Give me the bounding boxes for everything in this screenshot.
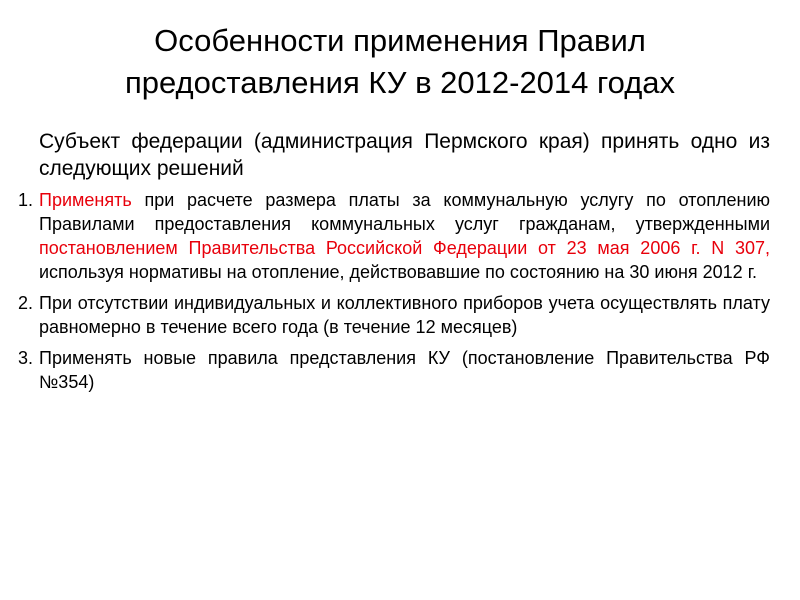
- highlight-resolution-link: постановлением Правительства Российской Федерации от 23 мая 2006 г. N 307,: [39, 238, 770, 258]
- item-number: 1.: [18, 190, 34, 210]
- intro-text: [18, 128, 770, 182]
- decision-list: [18, 188, 770, 394]
- slide-title: [40, 20, 760, 104]
- slide-title-line-1: Особенности применения Правил: [154, 23, 646, 58]
- item-text: при расчете размера платы за коммунальную услугу по отоплению Правилами предоставления коммунальных услуг гражданам, утвержденными: [39, 190, 770, 234]
- item-text: используя нормативы на отопление, действовавшие по состоянию на 30 июня 2012 г.: [39, 262, 758, 282]
- item-number: 2.: [18, 293, 34, 313]
- list-item: [18, 188, 770, 284]
- slide-body: [18, 128, 770, 401]
- list-item: [18, 291, 770, 339]
- list-item: [18, 346, 770, 394]
- intro-line-1: Субъект федерации (администрация Пермского края): [39, 130, 590, 153]
- slide-title-line-2: предоставления КУ в 2012-2014 годах: [124, 65, 676, 100]
- highlight-apply: Применять: [39, 190, 132, 210]
- intro-line-2: принять одно из следующих решений: [39, 130, 770, 180]
- item-number: 3.: [18, 348, 34, 368]
- item-text: Применять новые правила представления КУ (постановление Правительства РФ №354): [39, 348, 770, 392]
- item-text: При отсутствии индивидуальных и коллективного приборов учета осуществлять плату равномерно в течение всего года (в течение 12 месяцев): [39, 293, 770, 337]
